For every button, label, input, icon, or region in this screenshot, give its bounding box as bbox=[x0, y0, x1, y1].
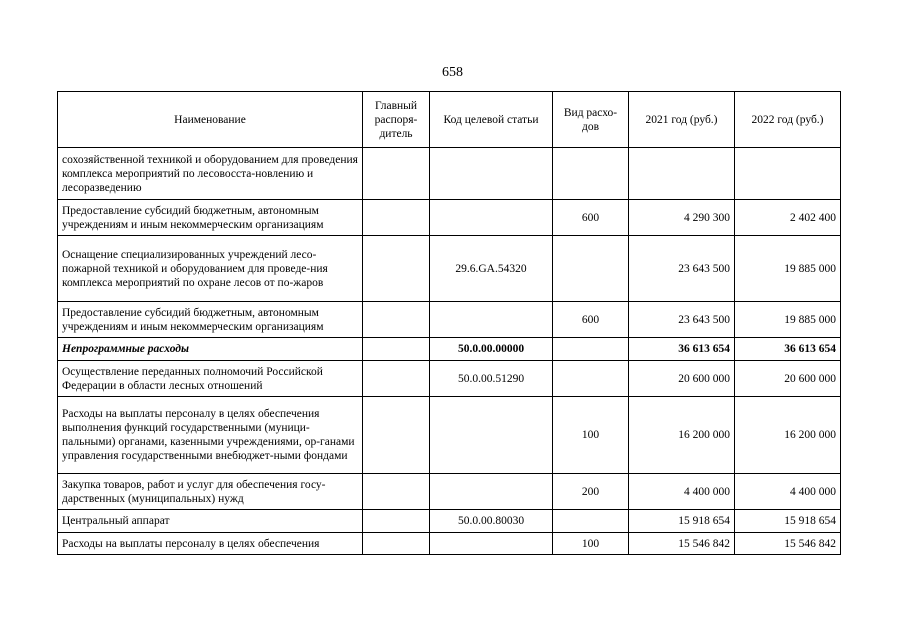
cell-2021: 15 918 654 bbox=[629, 510, 735, 533]
table-row bbox=[58, 510, 841, 533]
cell-name: Закупка товаров, работ и услуг для обеспечения госу-дарственных (муниципальных) нужд bbox=[58, 474, 363, 510]
header-code: Код целевой статьи bbox=[430, 92, 553, 148]
budget-table bbox=[57, 91, 841, 555]
cell-name: сохозяйственной техникой и оборудованием для проведения комплекса мероприятий по лесовосста-новлению и лесоразведению bbox=[58, 148, 363, 200]
cell-expense-type: 100 bbox=[553, 533, 629, 555]
cell-2021: 15 546 842 bbox=[629, 533, 735, 555]
header-2022: 2022 год (руб.) bbox=[735, 92, 841, 148]
table-row bbox=[58, 200, 841, 236]
header-manager: Главный распоря-дитель bbox=[363, 92, 430, 148]
cell-2022: 20 600 000 bbox=[735, 361, 841, 397]
cell-2021: 23 643 500 bbox=[629, 236, 735, 302]
header-2021: 2021 год (руб.) bbox=[629, 92, 735, 148]
page-number: 658 bbox=[442, 65, 463, 80]
cell-code bbox=[430, 474, 553, 510]
cell-name: Предоставление субсидий бюджетным, автономным учреждениям и иным некоммерческим организациям bbox=[58, 302, 363, 338]
cell-2022 bbox=[735, 148, 841, 200]
cell-2021: 36 613 654 bbox=[629, 338, 735, 361]
cell-manager bbox=[363, 533, 430, 555]
cell-expense-type bbox=[553, 148, 629, 200]
cell-code bbox=[430, 200, 553, 236]
cell-2022: 2 402 400 bbox=[735, 200, 841, 236]
table-row bbox=[58, 236, 841, 302]
cell-2022: 15 918 654 bbox=[735, 510, 841, 533]
cell-code bbox=[430, 397, 553, 474]
table-row bbox=[58, 361, 841, 397]
table-header-row bbox=[58, 92, 841, 148]
cell-manager bbox=[363, 474, 430, 510]
cell-name: Оснащение специализированных учреждений лесо-пожарной техникой и оборудованием для проведе-ния комплекса мероприятий по охране лесов от по-жаров bbox=[58, 236, 363, 302]
cell-2021: 4 290 300 bbox=[629, 200, 735, 236]
cell-code: 29.6.GA.54320 bbox=[430, 236, 553, 302]
cell-2022: 19 885 000 bbox=[735, 302, 841, 338]
table-row bbox=[58, 148, 841, 200]
cell-2022: 15 546 842 bbox=[735, 533, 841, 555]
table-row bbox=[58, 474, 841, 510]
cell-2022: 36 613 654 bbox=[735, 338, 841, 361]
cell-name: Центральный аппарат bbox=[58, 510, 363, 533]
cell-2022: 16 200 000 bbox=[735, 397, 841, 474]
cell-2021: 20 600 000 bbox=[629, 361, 735, 397]
cell-name: Расходы на выплаты персоналу в целях обеспечения bbox=[58, 533, 363, 555]
cell-expense-type: 600 bbox=[553, 200, 629, 236]
cell-expense-type bbox=[553, 338, 629, 361]
cell-code: 50.0.00.51290 bbox=[430, 361, 553, 397]
cell-expense-type bbox=[553, 361, 629, 397]
cell-manager bbox=[363, 397, 430, 474]
cell-2021: 23 643 500 bbox=[629, 302, 735, 338]
cell-expense-type bbox=[553, 510, 629, 533]
cell-name: Предоставление субсидий бюджетным, автономным учреждениям и иным некоммерческим организациям bbox=[58, 200, 363, 236]
cell-manager bbox=[363, 361, 430, 397]
cell-code bbox=[430, 302, 553, 338]
cell-manager bbox=[363, 148, 430, 200]
header-expense-type: Вид расхо-дов bbox=[553, 92, 629, 148]
cell-name: Непрограммные расходы bbox=[58, 338, 363, 361]
table-row bbox=[58, 533, 841, 555]
cell-code: 50.0.00.80030 bbox=[430, 510, 553, 533]
header-name: Наименование bbox=[58, 92, 363, 148]
cell-manager bbox=[363, 302, 430, 338]
cell-2021 bbox=[629, 148, 735, 200]
cell-code bbox=[430, 533, 553, 555]
cell-expense-type bbox=[553, 236, 629, 302]
cell-manager bbox=[363, 510, 430, 533]
cell-name: Расходы на выплаты персоналу в целях обеспечения выполнения функций государственными (муници-пальными) органами, казенными учреждениями, ор-ганами управления государственными внебюджет-ными фондами bbox=[58, 397, 363, 474]
cell-2021: 4 400 000 bbox=[629, 474, 735, 510]
cell-2021: 16 200 000 bbox=[629, 397, 735, 474]
cell-name: Осуществление переданных полномочий Российской Федерации в области лесных отношений bbox=[58, 361, 363, 397]
cell-2022: 4 400 000 bbox=[735, 474, 841, 510]
cell-expense-type: 600 bbox=[553, 302, 629, 338]
table-row bbox=[58, 302, 841, 338]
cell-expense-type: 200 bbox=[553, 474, 629, 510]
cell-expense-type: 100 bbox=[553, 397, 629, 474]
cell-code: 50.0.00.00000 bbox=[430, 338, 553, 361]
cell-code bbox=[430, 148, 553, 200]
cell-manager bbox=[363, 236, 430, 302]
table-row bbox=[58, 338, 841, 361]
cell-2022: 19 885 000 bbox=[735, 236, 841, 302]
table-row bbox=[58, 397, 841, 474]
cell-manager bbox=[363, 338, 430, 361]
cell-manager bbox=[363, 200, 430, 236]
